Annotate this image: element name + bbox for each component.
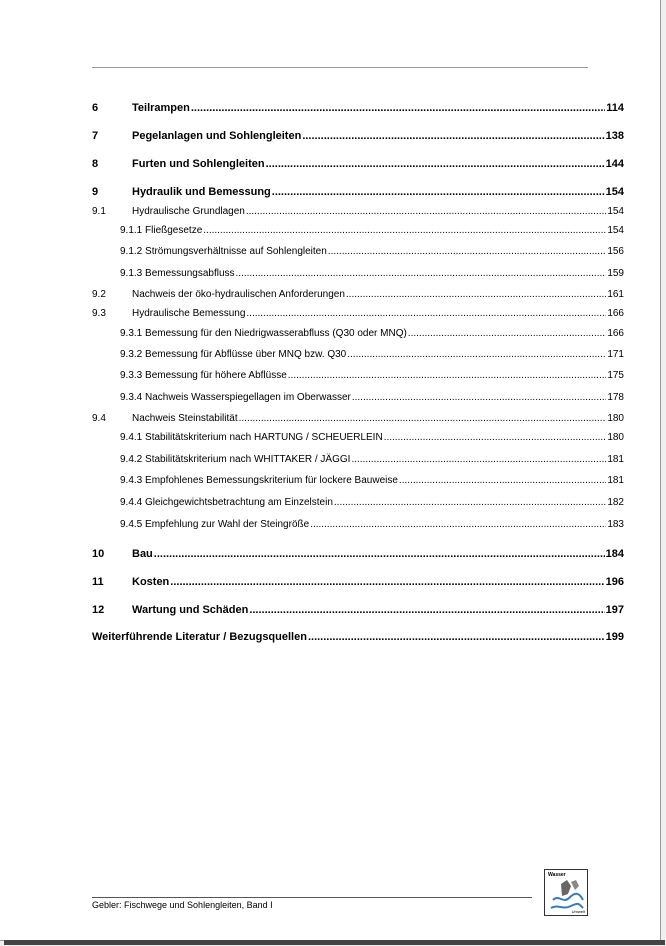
toc-page-number: 154	[607, 225, 624, 236]
toc-page-number: 156	[607, 246, 624, 257]
toc-leader-dots	[203, 224, 606, 238]
toc-page-number: 180	[607, 413, 624, 424]
toc-page-number: 161	[607, 289, 624, 300]
toc-entry[interactable]	[92, 288, 624, 302]
toc-entry-title: Pegelanlagen und Sohlengleiten	[132, 130, 302, 142]
toc-leader-dots	[346, 288, 606, 302]
toc-entry-title: 9.4.3 Empfohlenes Bemessungskriterium für lockere Bauweise	[120, 475, 398, 486]
toc-entry-number: 10	[92, 548, 105, 560]
toc-page-number: 183	[607, 519, 624, 530]
toc-leader-dots	[384, 431, 607, 445]
toc-leader-dots	[399, 474, 606, 488]
toc-leader-dots	[154, 547, 605, 561]
toc-entry[interactable]	[92, 547, 624, 561]
toc-entry[interactable]	[120, 245, 624, 259]
publisher-logo	[544, 869, 588, 916]
toc-entry-title: 9.4.2 Stabilitätskriterium nach WHITTAKER / JÄGGI	[120, 454, 351, 465]
toc-entry-number: 9.4	[92, 413, 106, 424]
toc-page-number: 182	[607, 497, 624, 508]
toc-entry-title: 9.4.1 Stabilitätskriterium nach HARTUNG / SCHEUERLEIN	[120, 432, 383, 443]
toc-entry-title: Wartung und Schäden	[132, 604, 249, 616]
toc-leader-dots	[239, 412, 607, 426]
toc-leader-dots	[246, 307, 606, 321]
toc-page-number: 159	[607, 268, 624, 279]
toc-entry[interactable]	[92, 101, 624, 115]
toc-entry[interactable]	[120, 327, 624, 341]
toc-entry[interactable]	[120, 474, 624, 488]
toc-entry[interactable]	[92, 129, 624, 143]
toc-entry[interactable]	[92, 185, 624, 199]
toc-entry-number: 12	[92, 604, 105, 616]
toc-entry-title: 9.3.4 Nachweis Wasserspiegellagen im Oberwasser	[120, 392, 351, 403]
toc-entry[interactable]	[120, 348, 624, 362]
toc-leader-dots	[288, 369, 607, 383]
toc-entry-title: Bau	[132, 548, 153, 560]
toc-entry-title: Teilrampen	[132, 102, 190, 114]
toc-entry[interactable]	[120, 453, 624, 467]
toc-entry[interactable]	[92, 575, 624, 589]
toc-page-number: 181	[607, 454, 624, 465]
toc-leader-dots	[191, 101, 605, 115]
toc-page-number: 199	[605, 631, 624, 643]
toc-entry-title: 9.3.1 Bemessung für den Niedrigwasserabfluss (Q30 oder MNQ)	[120, 328, 407, 339]
footer-rule	[92, 897, 532, 898]
toc-entry-title: 9.3.3 Bemessung für höhere Abflüsse	[120, 370, 287, 381]
toc-page-number: 184	[605, 548, 624, 560]
toc-page-number: 144	[605, 158, 624, 170]
toc-entry[interactable]	[120, 391, 624, 405]
toc-leader-dots	[272, 185, 605, 199]
logo-bottom-text: Umwelt	[571, 909, 585, 914]
toc-entry[interactable]	[120, 267, 624, 281]
toc-page-number: 197	[605, 604, 624, 616]
toc-leader-dots	[170, 575, 604, 589]
toc-entry[interactable]	[120, 224, 624, 238]
toc-leader-dots	[334, 496, 606, 510]
toc-page-number: 154	[605, 186, 624, 198]
toc-entry[interactable]	[92, 630, 624, 644]
toc-entry-title: Kosten	[132, 576, 170, 588]
toc-entry-title: Hydraulische Grundlagen	[132, 206, 245, 217]
toc-entry-title: 9.1.3 Bemessungsabfluss	[120, 268, 235, 279]
toc-leader-dots	[328, 245, 607, 259]
toc-entry-number: 8	[92, 158, 99, 170]
toc-entry-number: 9	[92, 186, 99, 198]
toc-leader-dots	[310, 518, 606, 532]
toc-leader-dots	[308, 630, 605, 644]
toc-entry[interactable]	[92, 205, 624, 219]
toc-leader-dots	[249, 603, 604, 617]
toc-entry-number: 11	[92, 576, 104, 588]
header-rule	[92, 67, 588, 68]
toc-leader-dots	[351, 453, 606, 467]
toc-leader-dots	[236, 267, 607, 281]
toc-page-number: 175	[607, 370, 624, 381]
toc-entry[interactable]	[120, 496, 624, 510]
toc-entry-title: Nachweis Steinstabilität	[132, 413, 238, 424]
toc-entry-title: Hydraulische Bemessung	[132, 308, 246, 319]
toc-page-number: 196	[605, 576, 624, 588]
toc-entry-number: 9.2	[92, 289, 106, 300]
toc-entry-number: 9.3	[92, 308, 106, 319]
toc-page-number: 180	[607, 432, 624, 443]
toc-entry-title: 9.1.1 Fließgesetze	[120, 225, 203, 236]
toc-page-number: 181	[607, 475, 624, 486]
toc-page-number: 114	[606, 102, 624, 114]
toc-leader-dots	[246, 205, 606, 219]
toc-entry[interactable]	[92, 307, 624, 321]
toc-leader-dots	[347, 348, 606, 362]
toc-entry-title: 9.4.4 Gleichgewichtsbetrachtung am Einzelstein	[120, 497, 333, 508]
toc-page-number: 178	[607, 392, 624, 403]
toc-entry-title: Furten und Sohlengleiten	[132, 158, 265, 170]
toc-entry-number: 9.1	[92, 206, 106, 217]
toc-entry[interactable]	[120, 369, 624, 383]
toc-leader-dots	[408, 327, 607, 341]
toc-entry-title: Weiterführende Literatur / Bezugsquellen	[92, 631, 307, 643]
toc-entry[interactable]	[120, 431, 624, 445]
toc-entry-number: 7	[92, 130, 99, 142]
toc-entry-title: 9.4.5 Empfehlung zur Wahl der Steingröße	[120, 519, 310, 530]
toc-page-number: 138	[605, 130, 624, 142]
toc-entry-title: Nachweis der öko-hydraulischen Anforderungen	[132, 289, 345, 300]
toc-entry-title: 9.1.2 Strömungsverhältnisse auf Sohlengleiten	[120, 246, 327, 257]
logo-top-text: Wasser	[548, 872, 566, 878]
toc-leader-dots	[266, 157, 605, 171]
footer-text: Gebler: Fischwege und Sohlengleiten, Band I	[92, 900, 273, 910]
toc-entry[interactable]	[120, 518, 624, 532]
toc-leader-dots	[302, 129, 604, 143]
toc-entry[interactable]	[92, 412, 624, 426]
toc-page-number: 154	[607, 206, 624, 217]
toc-leader-dots	[352, 391, 606, 405]
toc-entry-title: Hydraulik und Bemessung	[132, 186, 271, 198]
toc-entry[interactable]	[92, 157, 624, 171]
toc-page-number: 171	[607, 349, 624, 360]
toc-page-number: 166	[607, 308, 624, 319]
toc-entry-number: 6	[92, 102, 99, 114]
toc-entry-title: 9.3.2 Bemessung für Abflüsse über MNQ bzw. Q30	[120, 349, 347, 360]
toc-page-number: 166	[607, 328, 624, 339]
toc-entry[interactable]	[92, 603, 624, 617]
